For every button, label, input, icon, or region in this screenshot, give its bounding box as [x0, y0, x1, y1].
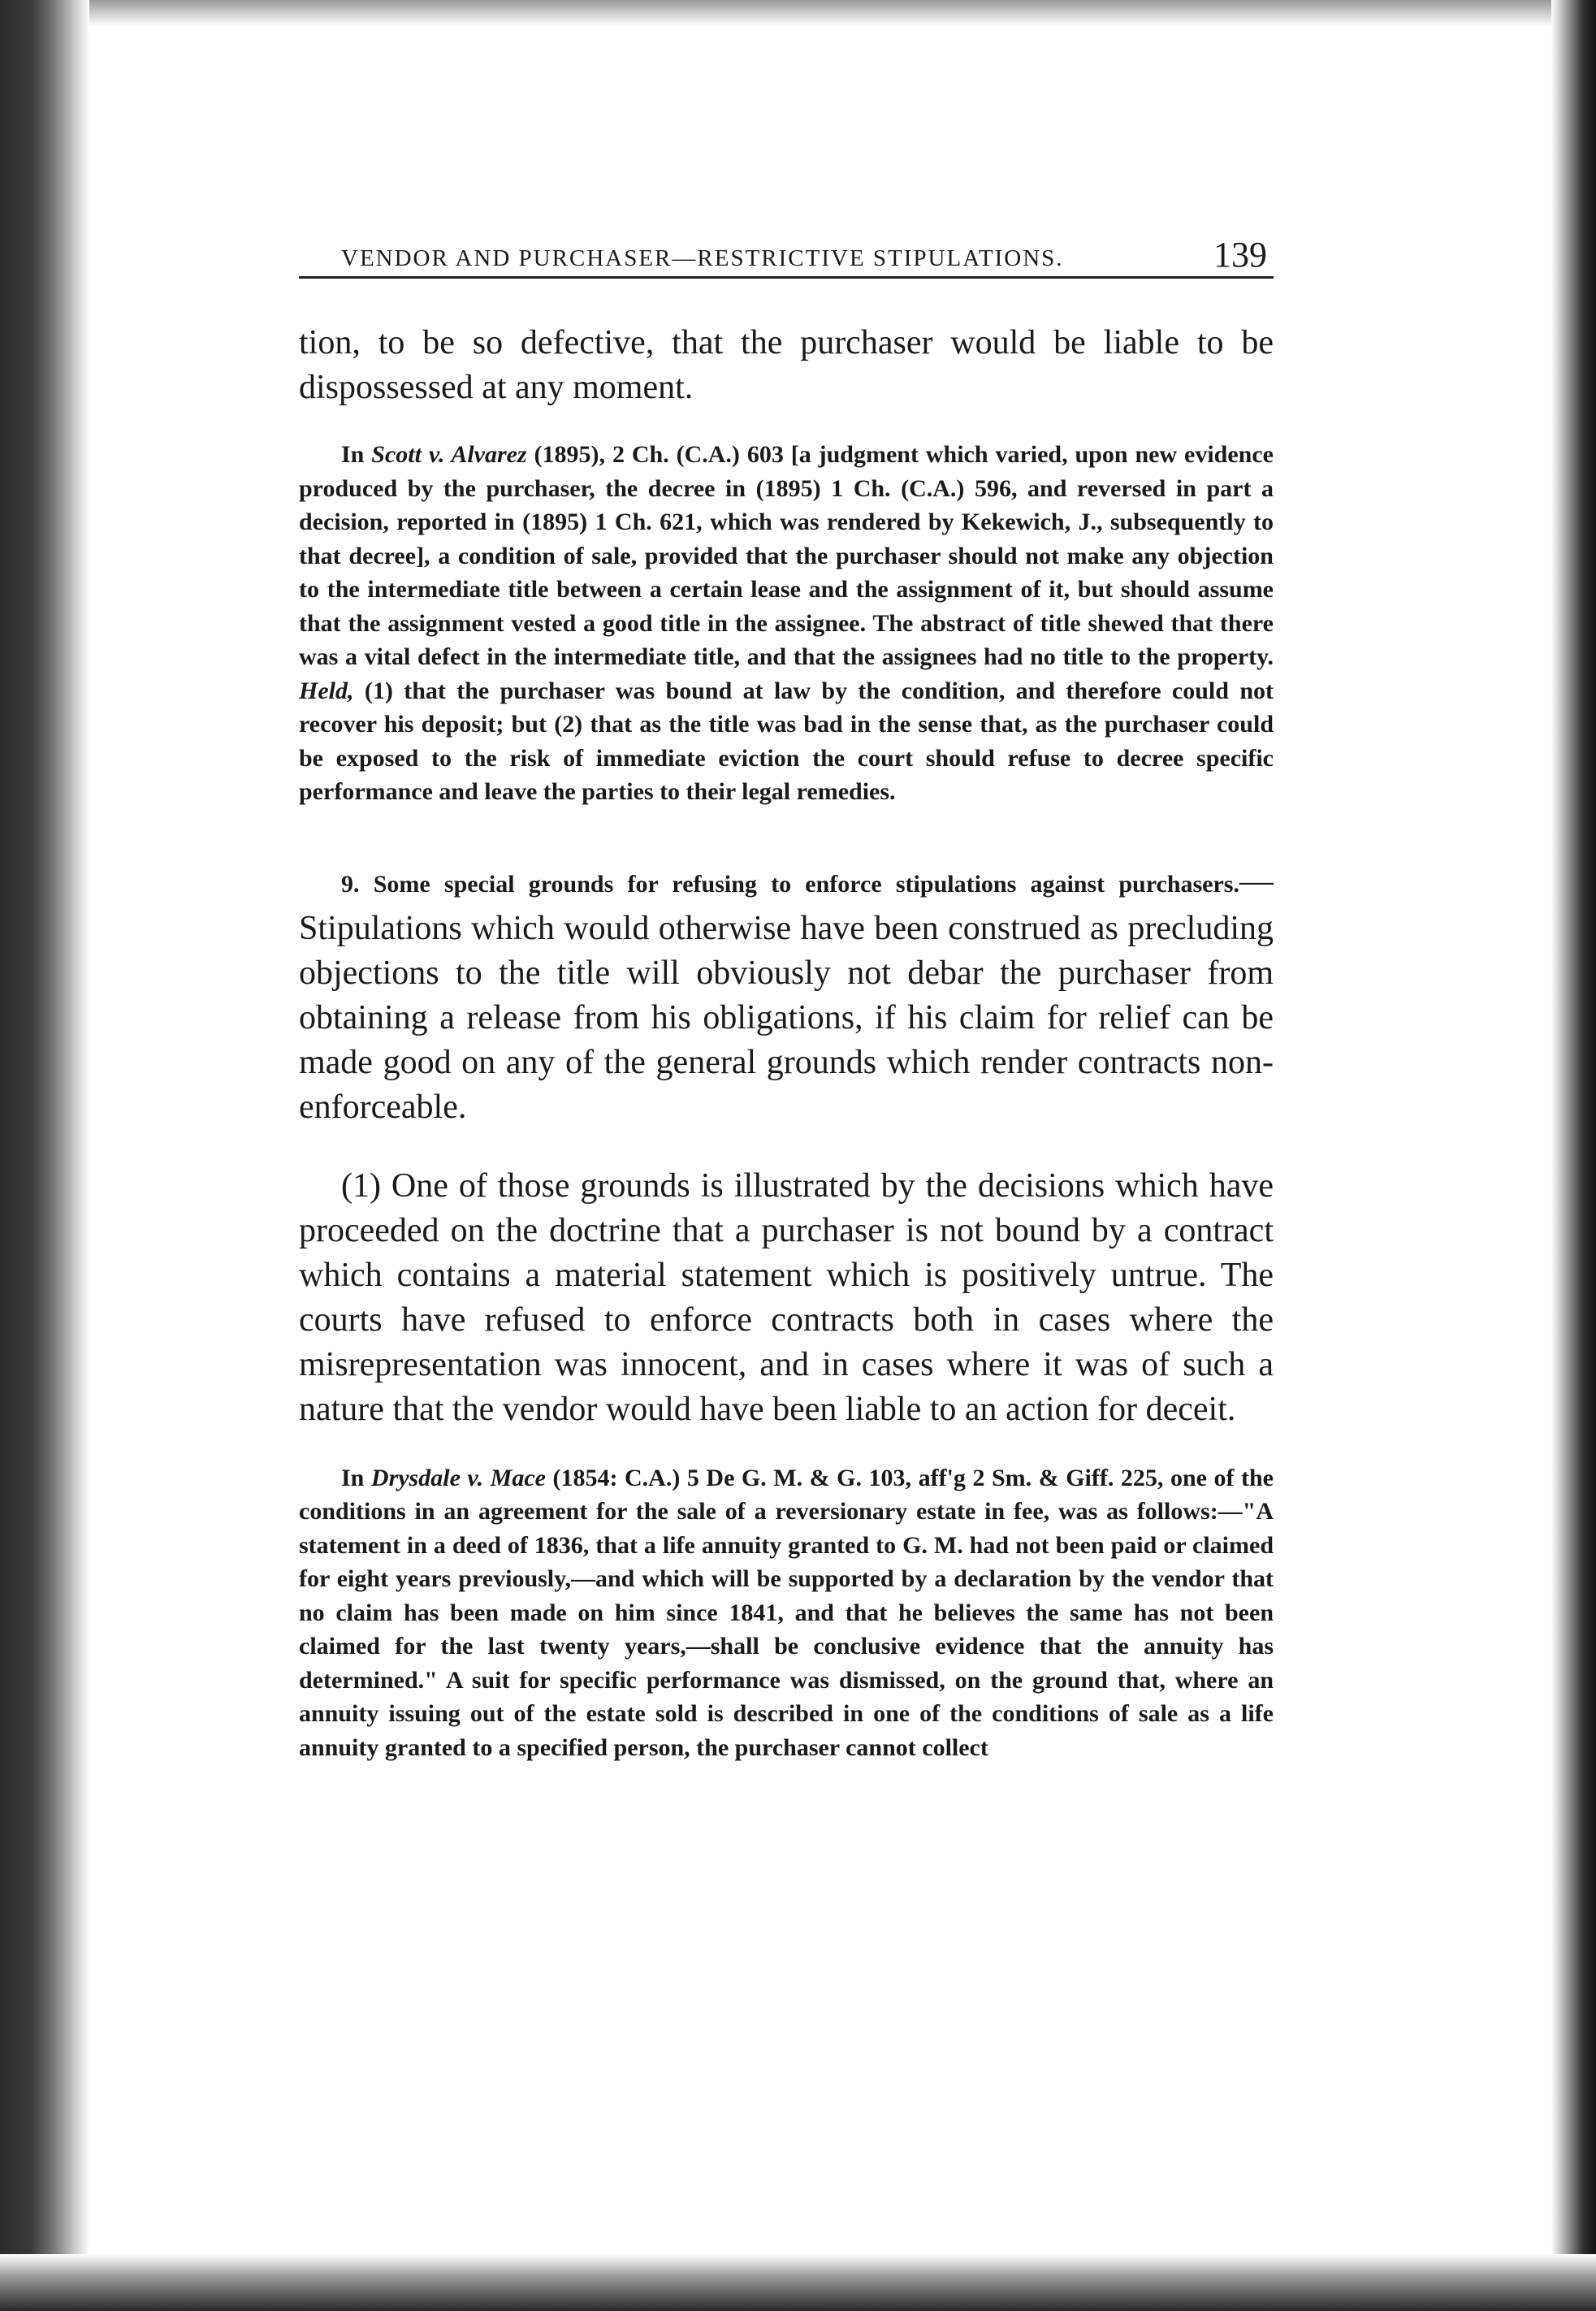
note-text: (1854: C.A.) 5 De G. M. & G. 103, aff'g 2 Sm. & Giff. 225, one of the conditions in an agreement for the sale of a reversionary estate in fee, was as follows:—"A statement in a deed of 1836, that a life annuity granted to G. M. had not been paid or claimed for eight years previously,—and which will be supported by a declaration by the vendor that no claim has been made on him since 1841, and that he believes the same has not been claimed for the last twenty years,—shall be conclusive evidence that the annuity has determined." A suit for specific performance was dismissed, on the ground that, where an annuity issuing out of the estate sold is described in one of the conditions of sale as a life annuity granted to a specified person, the purchaser cannot collect [299, 1464, 1274, 1761]
note-text-continued: (1) that the purchaser was bound at law by the condition, and therefore could not recover his deposit; but (2) that as the title was bad in the sense that, as the purchaser could be exposed to the risk of immediate eviction the court should refuse to decree specific performance and leave the parties to their legal remedies. [299, 677, 1274, 805]
note-text: (1895), 2 Ch. (C.A.) 603 [a judgment which varied, upon new evidence produced by the purchaser, the decree in (1895) 1 Ch. (C.A.) 596, and reversed in part a decision, reported in (1895) 1 Ch. 621, which was rendered by Kekewich, J., subsequently to that decree], a condition of sale, provided that the purchaser should not make any objection to the intermediate title between a certain lease and the assignment of it, but should assume that the assignment vested a good title in the assignee. The abstract of title shewed that there was a vital defect in the intermediate title, and that the assignees had no title to the property. [299, 441, 1274, 670]
running-head [299, 227, 1274, 279]
held-label: Held, [299, 677, 354, 704]
scan-top-edge [0, 0, 1596, 26]
paragraph-misrepresentation: (1) One of those grounds is illustrated by the decisions which have proceeded on the doctrine that a purchaser is not bound by a contract which contains a material statement which is positively untrue. The courts have refused to enforce contracts both in cases where the misrepresentation was innocent, and in cases where it was of such a nature that the vendor would have been liable to an action for deceit. [299, 1166, 1274, 1428]
section-heading: 9. Some special grounds for refusing to enforce stipulations against purchasers. [341, 870, 1239, 898]
page-number: 139 [1213, 235, 1267, 275]
book-page [299, 227, 1274, 1764]
section-text: —Stipulations which would otherwise have been construed as precluding objections to the title will obviously not debar the purchaser from obtaining a release from his obligations, if his claim for relief can be made good on any of the general grounds which render contracts non-enforceable. [299, 862, 1274, 1126]
running-head-title: VENDOR AND PURCHASER—RESTRICTIVE STIPULATIONS. [341, 245, 1064, 271]
note-lead: In [341, 1464, 371, 1491]
section-9 [299, 859, 1274, 1130]
case-note-scott-v-alvarez [299, 438, 1274, 809]
note-lead: In [341, 441, 372, 468]
case-name: Scott v. Alvarez [371, 441, 527, 468]
paragraph-continuation: tion, to be so defective, that the purchaser would be liable to be dispossessed at any moment. [299, 324, 1274, 406]
case-note-drysdale-v-mace [299, 1461, 1274, 1765]
scan-left-edge [0, 0, 89, 2311]
case-name: Drysdale v. Mace [370, 1464, 546, 1491]
scan-right-edge [1551, 0, 1596, 2311]
scan-bottom-edge [0, 2254, 1596, 2311]
